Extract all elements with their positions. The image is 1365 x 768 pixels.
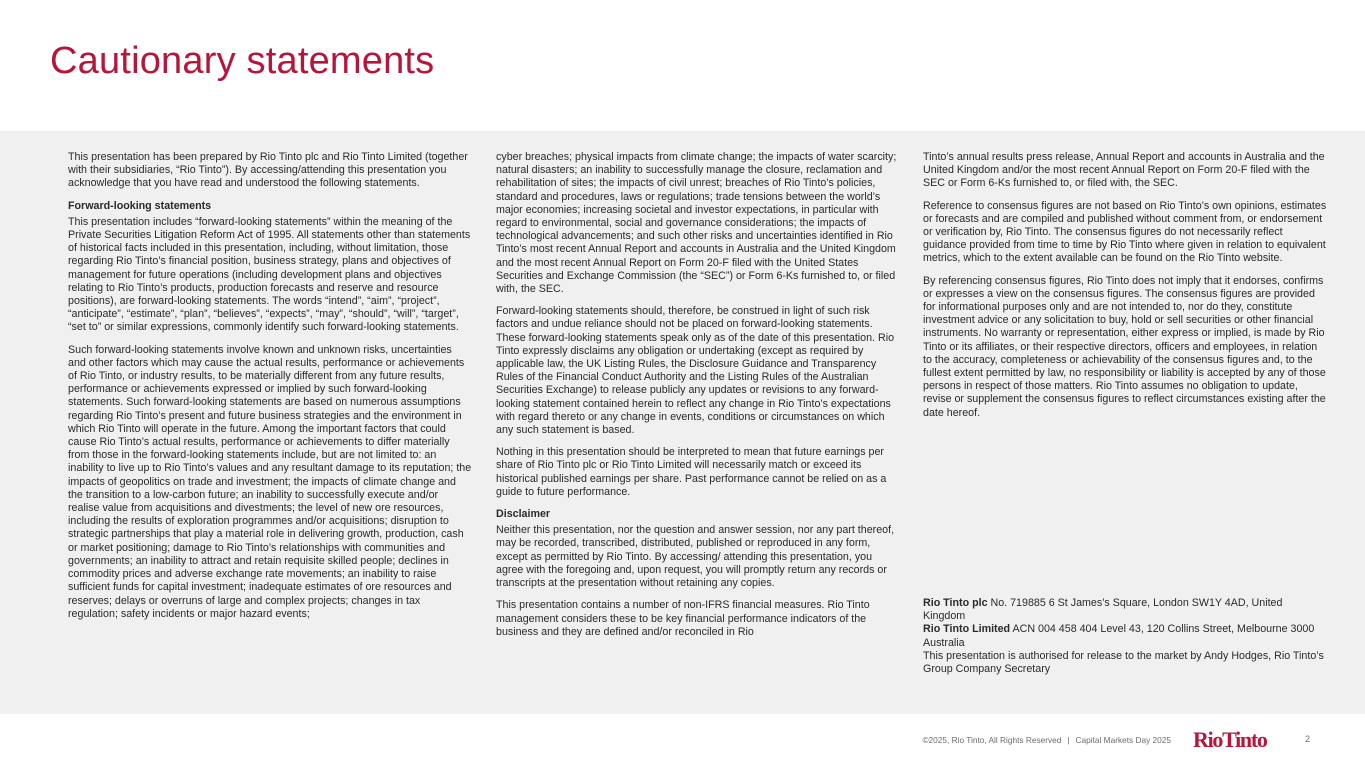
consensus-reference-paragraph: Reference to consensus figures are not based on Rio Tinto’s own opinions, estimates or forecasts and are compiled and published without comment from, or endorsement or verification by, Rio Tinto. The consensus figures do not necessarily reflect guidance provided from time to time by Rio Tinto where given in relation to equivalent metrics, which to the extent available can be found on the Rio Tinto website. <box>923 199 1327 265</box>
limited-name: Rio Tinto Limited <box>923 623 1011 636</box>
forward-looking-reliance-paragraph: Forward-looking statements should, therefore, be construed in light of such risk factors and undue reliance should not be placed on forward-looking statements. These forward-looking statements speak only as of the date of this presentation. Rio Tinto expressly disclaims any obligation or undertaking (except as required by applicable law, the UK Listing Rules, the Disclosure Guidance and Transparency Rules of the Financial Conduct Authority and the Listing Rules of the Australian Securities Exchange) to release publicly any updates or revisions to any forward-looking statement contained herein to reflect any change in Rio Tinto’s expectations with regard thereto or any change in events, conditions or circumstances on which any such statement is based. <box>496 305 895 437</box>
plc-details: No. 719885 6 St James’s Square, London SW1Y 4AD, United Kingdom <box>923 597 1283 623</box>
entity-details <box>923 597 1327 676</box>
event-name: Capital Markets Day 2025 <box>1075 735 1171 745</box>
column-2 <box>496 151 900 648</box>
non-ifrs-paragraph: This presentation contains a number of non-IFRS financial measures. Rio Tinto management considers these to be key financial performance indicators of the business and they are defined and/or reconciled in Rio <box>496 599 870 638</box>
forward-looking-heading: Forward-looking statements <box>68 199 212 212</box>
plc-name: Rio Tinto plc <box>923 597 988 609</box>
column-1 <box>68 151 472 630</box>
earnings-paragraph: Nothing in this presentation should be interpreted to mean that future earnings per share of Rio Tinto plc or Rio Tinto Limited will necessarily match or exceed its historical published earnings per share. Past performance cannot be relied on as a guide to future performance. <box>496 446 887 498</box>
disclaimer-heading: Disclaimer <box>496 508 551 521</box>
authorisation-note: This presentation is authorised for release to the market by Andy Hodges, Rio Tinto’s Group Company Secretary <box>923 649 1324 676</box>
forward-looking-paragraph-1: This presentation includes “forward-looking statements” within the meaning of the Private Securities Litigation Reform Act of 1995. All statements other than statements of historical facts included in this presentation, including, without limitation, those regarding Rio Tinto’s financial position, business strategy, plans and objectives of management for future operations (including development plans and objectives relating to Rio Tinto’s products, production forecasts and reserve and resource positions), are forward-looking statements. The words “intend”, “aim”, “project”, “anticipate”, “estimate”, “plan”, “believes”, “expects”, “may”, “should”, “will”, “target”, “set to” or similar expressions, commonly identify such forward-looking statements. <box>68 215 471 334</box>
disclaimer-paragraph: Neither this presentation, nor the question and answer session, nor any part thereof, may be recorded, transcribed, distributed, published or reproduced in any form, except as permitted by Rio Tinto. By accessing/ attending this presentation, you agree with the foregoing and, upon request, you will promptly return any records or transcripts at the presentation without retaining any copies. <box>496 524 895 590</box>
page-title: Cautionary statements <box>50 40 435 82</box>
non-ifrs-continuation: Tinto’s annual results press release, Annual Report and accounts in Australia and the United Kingdom and/or the most recent Annual Report on Form 20-F filed with the SEC or Form 6-Ks furnished to, or filed with, the SEC. <box>923 151 1325 190</box>
plc-entity <box>923 597 1327 623</box>
consensus-endorsement-paragraph: By referencing consensus figures, Rio Tinto does not imply that it endorses, confirms or expresses a view on the consensus figures. The consensus figures are provided for informational purposes only and are not intended to, nor do they, constitute investment advice or any solicitation to buy, hold or sell securities or other financial instruments. No warranty or representation, either express or implied, is made by Rio Tinto or its affiliates, or their respective directors, officers and employees, in relation to the accuracy, completeness or achievability of the consensus figures and, to the fullest extent permitted by law, no responsibility or liability is accepted by any of those persons in respect of those matters. Rio Tinto assumes no obligation to update, revise or supplement the consensus figures to reflect circumstances existing after the date hereof. <box>923 274 1326 419</box>
intro-paragraph: This presentation has been prepared by Rio Tinto plc and Rio Tinto Limited (together with their subsidiaries, “Rio Tinto”). By accessing/attending this presentation you acknowledge that you have read and understood the following statements. <box>68 151 468 190</box>
limited-entity <box>923 623 1327 649</box>
risk-list-continuation: cyber breaches; physical impacts from climate change; the impacts of water scarcity; natural disasters; an inability to successfully manage the closure, reclamation and rehabilitation of sites; the impacts of civil unrest; breaches of Rio Tinto’s policies, standard and procedures, laws or regulations; trade tensions between the world’s major economies; increasing societal and investor expectations, in particular with regard to environmental, social and governance considerations; the impacts of technological advancements; and such other risks and uncertainties identified in Rio Tinto’s most recent Annual Report and accounts in Australia and the United Kingdom and the most recent Annual Report on Form 20-F filed with the United States Securities and Exchange Commission (the “SEC”) or Form 6-Ks furnished to, or filed with, the SEC. <box>496 151 897 296</box>
forward-looking-paragraph-2: Such forward-looking statements involve known and unknown risks, uncertainties and other factors which may cause the actual results, performance or achievements of Rio Tinto, or industry results, to be materially different from any future results, performance or achievements expressed or implied by such forward-looking statements. Such forward-looking statements are based on numerous assumptions regarding Rio Tinto’s present and future business strategies and the environment in which Rio Tinto will operate in the future. Among the important factors that could cause Rio Tinto’s actual results, performance or achievements to differ materially from those in the forward-looking statements include, but are not limited to: an inability to live up to Rio Tinto’s values and any resultant damage to its reputation; the impacts of geopolitics on trade and investment; the impacts of climate change and the transition to a low-carbon future; an inability to successfully execute and/or realise value from acquisitions and divestments; the level of new ore resources, including the results of exploration programmes and/or acquisitions; disruption to strategic partnerships that play a material role in delivering growth, production, cash or market positioning; damage to Rio Tinto’s relationships with communities and governments; an inability to attract and retain requisite skilled people; declines in commodity prices and adverse exchange rate movements; an inability to raise sufficient funds for capital investment; inadequate estimates of ore resources and reserves; delays or overruns of large and complex projects; changes in tax regulation; safety incidents or major hazard events; <box>68 343 472 620</box>
limited-details: ACN 004 458 404 Level 43, 120 Collins Street, Melbourne 3000 Australia <box>923 623 1315 649</box>
page-number: 2 <box>1305 734 1311 744</box>
rio-tinto-logo: RioTinto <box>1193 727 1267 752</box>
column-3 <box>923 151 1327 429</box>
copyright: ©2025, Rio Tinto, All Rights Reserved <box>922 735 1062 745</box>
footer-text <box>922 735 1171 745</box>
footer-separator: | <box>1067 735 1070 745</box>
